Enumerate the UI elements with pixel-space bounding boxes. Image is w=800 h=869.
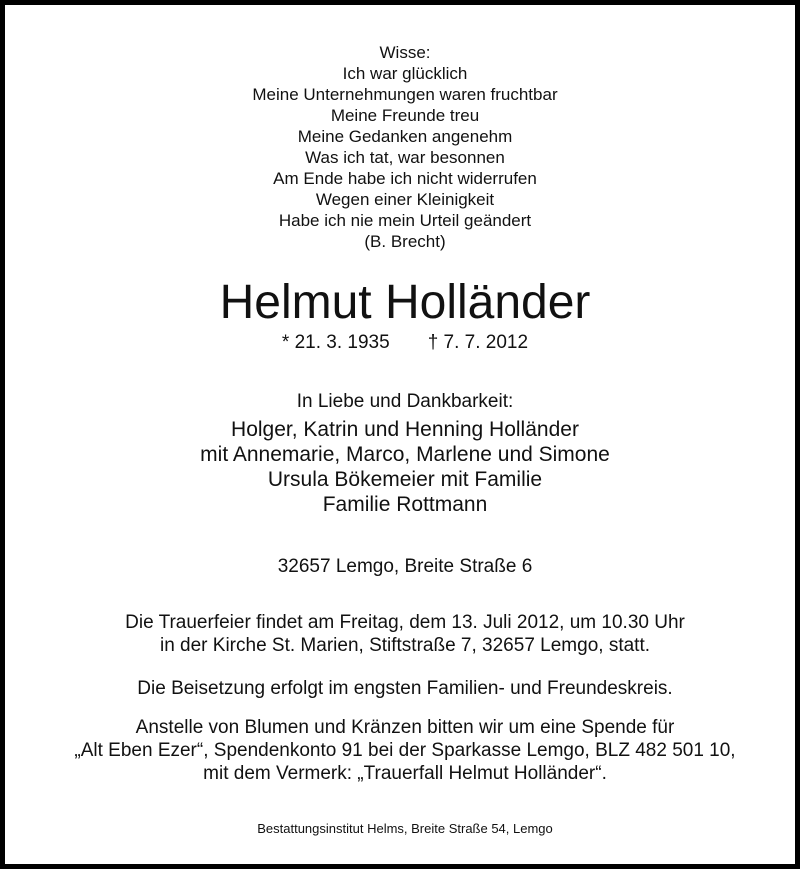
- poem-line: Wisse:: [379, 43, 431, 62]
- service-line: Die Trauerfeier findet am Freitag, dem 13. Juli 2012, um 10.30 Uhr: [125, 612, 685, 633]
- poem-line: Meine Freunde treu: [330, 106, 480, 125]
- poem-attribution: (B. Brecht): [364, 232, 446, 251]
- poem-line: Meine Gedanken angenehm: [297, 127, 513, 146]
- donation-line: „Alt Eben Ezer“, Spendenkonto 91 bei der Sparkasse Lemgo, BLZ 482 501 10,: [74, 740, 736, 761]
- family-address: 32657 Lemgo, Breite Straße 6: [277, 556, 533, 577]
- poem-line: Wegen einer Kleinigkeit: [315, 190, 495, 209]
- mourner-line: mit Annemarie, Marco, Marlene und Simone: [200, 443, 610, 466]
- funeral-home: Bestattungsinstitut Helms, Breite Straße 54, Lemgo: [257, 821, 553, 836]
- burial-note: Die Beisetzung erfolgt im engsten Familien- und Freundeskreis.: [137, 678, 673, 699]
- donation-line: mit dem Vermerk: „Trauerfall Helmut Holländer“.: [203, 763, 607, 784]
- poem-line: Habe ich nie mein Urteil geändert: [278, 211, 532, 230]
- death-date: † 7. 7. 2012: [427, 332, 529, 353]
- life-dates: [5, 332, 800, 354]
- service-line: in der Kirche St. Marien, Stiftstraße 7, 32657 Lemgo, statt.: [159, 635, 650, 656]
- donation-line: Anstelle von Blumen und Kränzen bitten wir um eine Spende für: [135, 717, 675, 738]
- mourner-line: Holger, Katrin und Henning Holländer: [231, 418, 579, 441]
- mourner-line: Familie Rottmann: [322, 493, 488, 516]
- poem-line: Am Ende habe ich nicht widerrufen: [273, 169, 537, 188]
- poem-line: Was ich tat, war besonnen: [305, 148, 505, 167]
- deceased-name: Helmut Holländer: [219, 276, 591, 329]
- poem-line: Meine Unternehmungen waren fruchtbar: [252, 85, 558, 104]
- birth-date: * 21. 3. 1935: [281, 332, 390, 353]
- mourners-intro: In Liebe und Dankbarkeit:: [296, 391, 514, 412]
- poem-line: Ich war glücklich: [342, 64, 468, 83]
- mourner-line: Ursula Bökemeier mit Familie: [267, 468, 543, 491]
